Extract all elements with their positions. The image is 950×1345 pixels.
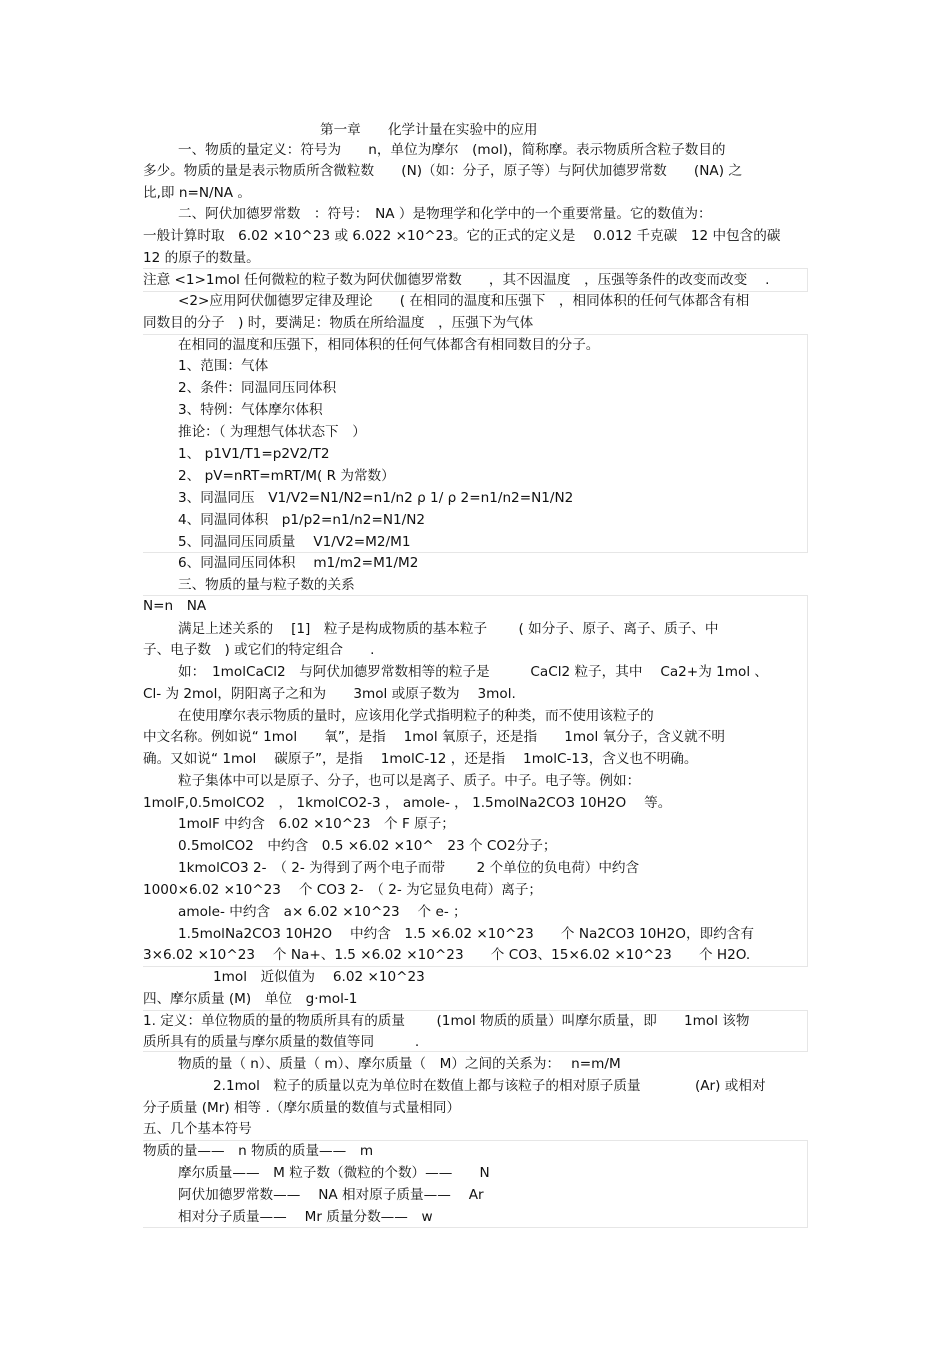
text-line: 1molF 中约含 6.02 ×10^23 个 F 原子； [178, 816, 455, 832]
text-line: 2、 pV=nRT=mRT/M( R 为常数） [178, 468, 395, 484]
text-line: 满足上述关系的 [1] 粒子是构成物质的基本粒子 ( 如分子、原子、离子、质子、中 [178, 621, 719, 637]
text-line: 3、特例：气体摩尔体积 [178, 402, 323, 418]
text-line: 1molF,0.5molCO2 ， 1kmolCO2-3 ， amole- ， 1.5molNa2CO3 10H2O 等。 [143, 795, 672, 811]
page-title: 第一章 化学计量在实验中的应用 [320, 122, 538, 138]
text-line: 3×6.02 ×10^23 个 Na+、1.5 ×6.02 ×10^23 个 CO3、15×6.02 ×10^23 个 H2O. [143, 947, 751, 963]
text-line: 1000×6.02 ×10^23 个 CO3 2- （ 2- 为它显负电荷）离子； [143, 882, 543, 898]
text-line: 1kmolCO3 2- （ 2- 为得到了两个电子而带 2 个单位的负电荷）中约含 [178, 860, 640, 876]
text-line: 质所具有的质量与摩尔质量的数值等同 . [143, 1034, 420, 1050]
text-line: 阿伏加德罗常数—— NA 相对原子质量—— Ar [178, 1187, 484, 1203]
text-line: 三、物质的量与粒子数的关系 [178, 577, 355, 593]
text-line: 6、同温同压同体积 m1/m2=M1/M2 [178, 555, 419, 571]
text-line: 2.1mol 粒子的质量以克为单位时在数值上都与该粒子的相对原子质量 (Ar) 或相对 [213, 1078, 766, 1094]
text-line: 1.5molNa2CO3 10H2O 中约含 1.5 ×6.02 ×10^23 个 Na2CO3 10H2O，即约含有 [178, 926, 754, 942]
text-line: 中文名称。例如说“ 1mol 氧”，是指 1mol 氧原子，还是指 1mol 氧分子，含义就不明 [143, 729, 725, 745]
text-line: 比,即 n=N/NA 。 [143, 185, 251, 201]
text-line: 注意 <1>1mol 任何微粒的粒子数为阿伏伽德罗常数 ，其不因温度 ，压强等条件的改变而改变 . [143, 272, 770, 288]
text-line: 子、电子数 ) 或它们的特定组合 . [143, 642, 375, 658]
text-line: 分子质量 (Mr) 相等 .（摩尔质量的数值与式量相同） [143, 1100, 461, 1116]
text-line: 一般计算时取 6.02 ×10^23 或 6.022 ×10^23。它的正式的定义是 0.012 千克碳 12 中包含的碳 [143, 228, 781, 244]
text-line: 4、同温同体积 p1/p2=n1/n2=N1/N2 [178, 512, 426, 528]
text-line: 物质的量—— n 物质的质量—— m [143, 1143, 374, 1159]
text-line: 二、阿伏加德罗常数 ：符号： NA ）是物理学和化学中的一个重要常量。它的数值为： [178, 206, 712, 222]
text-line: 在使用摩尔表示物质的量时，应该用化学式指明粒子的种类，而不使用该粒子的 [178, 708, 654, 724]
text-line: 四、摩尔质量 (M) 单位 g·mol-1 [143, 991, 358, 1007]
text-line: 如： 1molCaCl2 与阿伏加德罗常数相等的粒子是 CaCl2 粒子，其中 Ca2+为 1mol 、 [178, 664, 769, 680]
text-line: 确。又如说“ 1mol 碳原子”，是指 1molC-12 ，还是指 1molC-13，含义也不明确。 [143, 751, 698, 767]
text-line: 五、几个基本符号 [143, 1121, 252, 1137]
text-line: 摩尔质量—— M 粒子数（微粒的个数）—— N [178, 1165, 490, 1181]
text-line: 同数目的分子 ) 时，要满足：物质在所给温度 ，压强下为气体 [143, 315, 534, 331]
text-line: 多少。物质的量是表示物质所含微粒数 (N)（如：分子，原子等）与阿伏加德罗常数 (NA) 之 [143, 163, 742, 179]
text-line: amole- 中约含 a× 6.02 ×10^23 个 e- ； [178, 904, 467, 920]
text-line: 粒子集体中可以是原子、分子，也可以是离子、质子。中子。电子等。例如： [178, 773, 641, 789]
text-line: 推论：（ 为理想气体状态下 ） [178, 424, 366, 440]
text-line: Cl- 为 2mol，阴阳离子之和为 3mol 或原子数为 3mol. [143, 686, 516, 702]
text-line: <2>应用阿伏伽德罗定律及理论 ( 在相同的温度和压强下 ，相同体积的任何气体都含有相 [178, 293, 750, 309]
text-line: 在相同的温度和压强下，相同体积的任何气体都含有相同数目的分子。 [178, 337, 600, 353]
text-line: 5、同温同压同质量 V1/V2=M2/M1 [178, 534, 411, 550]
text-line: 2、条件：同温同压同体积 [178, 380, 337, 396]
text-line: 一、物质的量定义：符号为 n，单位为摩尔 (mol)，简称摩。表示物质所含粒子数目的 [178, 142, 726, 158]
text-line: 3、同温同压 V1/V2=N1/N2=n1/n2 ρ 1/ ρ 2=n1/n2=N1/N2 [178, 490, 574, 506]
text-line: 1. 定义：单位物质的量的物质所具有的质量 (1mol 物质的质量）叫摩尔质量，即 1mol 该物 [143, 1013, 750, 1029]
text-line: 0.5molCO2 中约含 0.5 ×6.02 ×10^ 23 个 CO2分子； [178, 838, 557, 854]
text-line: 1、 p1V1/T1=p2V2/T2 [178, 446, 330, 462]
text-line: N=n NA [143, 598, 207, 614]
text-line: 1mol 近似值为 6.02 ×10^23 [213, 969, 425, 985]
text-line: 1、范围：气体 [178, 358, 269, 374]
text-line: 相对分子质量—— Mr 质量分数—— w [178, 1209, 433, 1225]
text-line: 物质的量（ n）、质量（ m）、摩尔质量（ M）之间的关系为： n=m/M [178, 1056, 621, 1072]
text-line: 12 的原子的数量。 [143, 250, 260, 266]
